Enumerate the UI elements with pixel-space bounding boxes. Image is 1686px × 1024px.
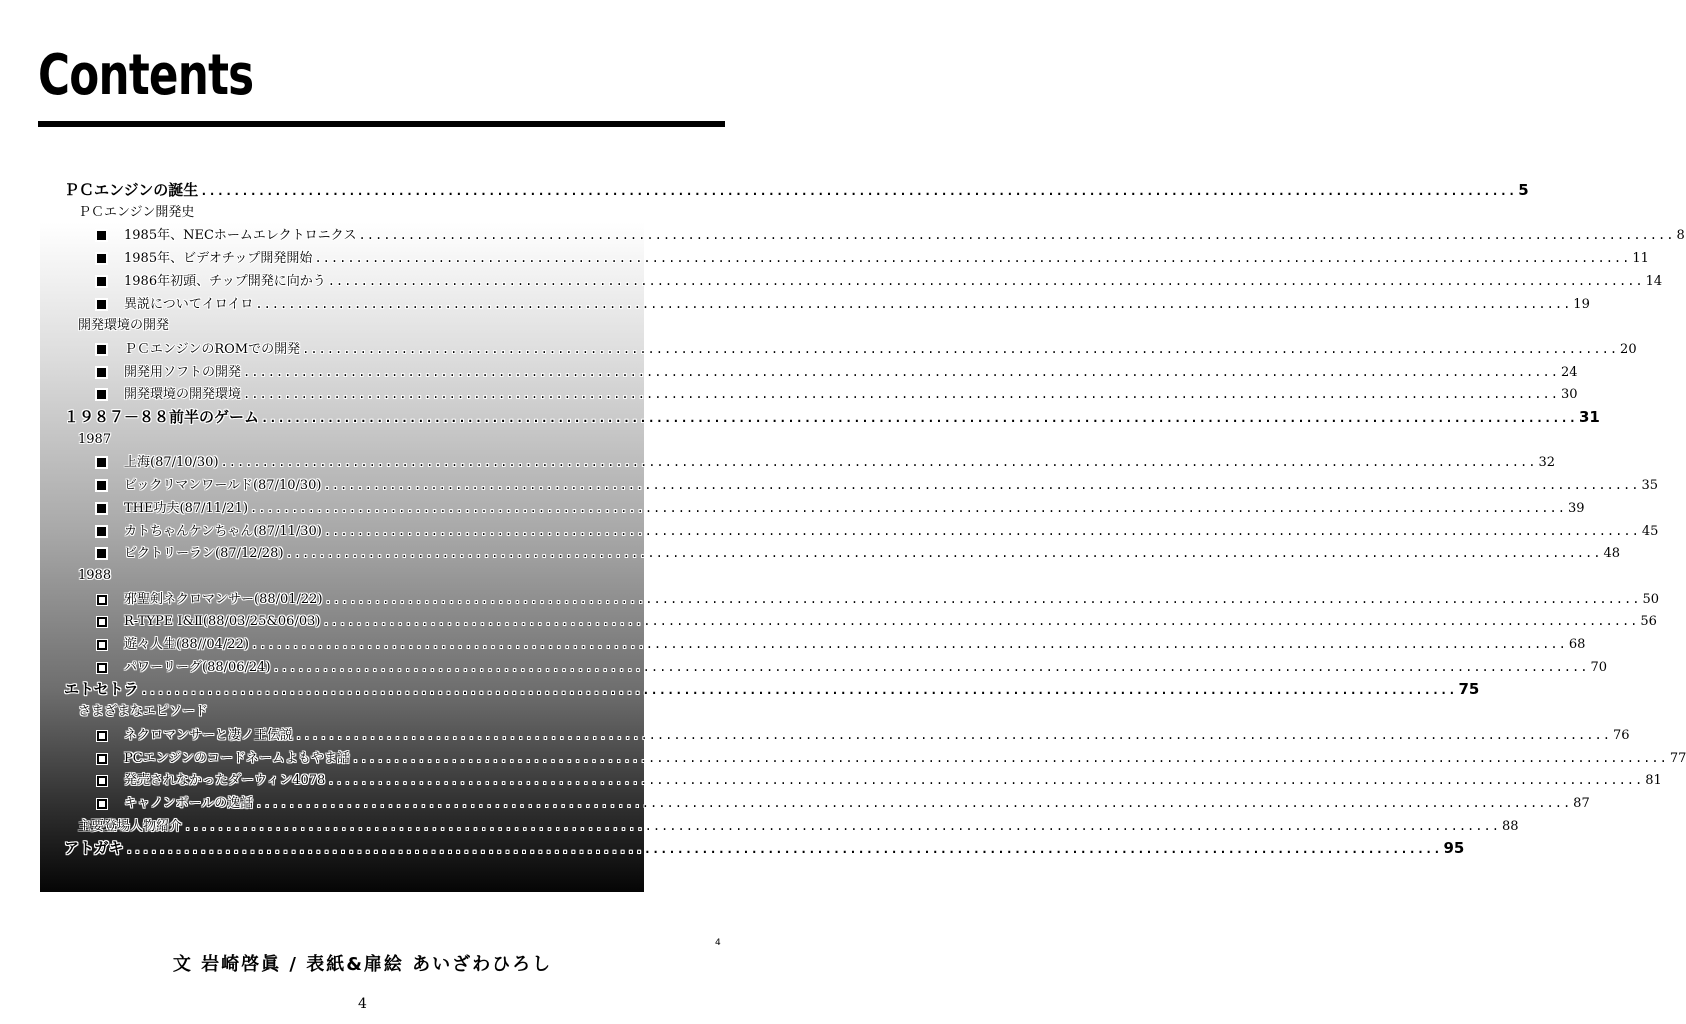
dot-leader: ................................................................................................................................................................ [250, 637, 1567, 651]
toc-entry-title: R-TYPE Ⅰ&Ⅱ(88/03/25&06/03) [124, 614, 321, 629]
toc-entry-page: 48 [1603, 546, 1621, 561]
toc-entry-title: 邪聖剣ネクロマンサー(88/01/22) [124, 592, 323, 607]
toc-entry[interactable] [124, 725, 1630, 746]
toc-entry-title: 1985年、NECホームエレクトロニクス [124, 228, 357, 243]
dot-leader: ................................................................................................................................................................ [243, 365, 1559, 379]
dot-leader: ................................................................................................................................................................ [255, 796, 1572, 810]
filled-square-bullet-icon [97, 368, 106, 377]
toc-entry-title: パワーリーグ(88/06/24) [124, 660, 271, 675]
toc-entry-title: 1988 [78, 568, 112, 583]
toc-entry[interactable] [124, 770, 1662, 791]
dot-leader: ................................................................................................................................................................ [327, 274, 1644, 288]
toc-entry[interactable] [124, 225, 1685, 246]
toc-entry[interactable] [124, 634, 1586, 655]
filled-square-bullet-icon [97, 458, 106, 467]
hollow-square-bullet-icon [97, 663, 107, 673]
toc-entry[interactable] [124, 748, 1686, 769]
filled-square-bullet-icon [97, 277, 106, 286]
toc-entry-page: 87 [1573, 796, 1590, 811]
filled-square-bullet-icon [97, 345, 106, 354]
author-credit: 文 岩崎啓眞 / 表紙&扉絵 あいざわひろし [172, 954, 553, 975]
toc-entry-title: ＰＣエンジンのROMでの開発 [124, 342, 301, 357]
dot-leader: ................................................................................................................................................................ [140, 683, 1457, 697]
toc-entry-page: 56 [1640, 614, 1657, 629]
dot-leader: ................................................................................................................................................................ [184, 819, 1500, 833]
toc-entry[interactable] [124, 248, 1649, 269]
toc-entry[interactable] [124, 589, 1660, 610]
dot-leader: ................................................................................................................................................................ [314, 251, 1631, 265]
filled-square-bullet-icon [97, 549, 106, 558]
toc-entry-page: 35 [1641, 478, 1658, 493]
toc-entry-title: 開発環境の開発環境 [124, 387, 242, 402]
dot-leader: ................................................................................................................................................................ [243, 387, 1559, 401]
toc-entry-title: 上海(87/10/30) [124, 455, 219, 470]
page-title: Contents [38, 43, 254, 108]
toc-entry-page: 45 [1641, 524, 1659, 539]
toc-entry[interactable] [78, 816, 1519, 837]
dot-leader: ................................................................................................................................................................ [322, 614, 1639, 628]
toc-entry-page: 70 [1590, 660, 1608, 675]
dot-leader: ................................................................................................................................................................ [261, 411, 1577, 425]
toc-entry-title: ＰＣエンジンの誕生 [64, 181, 199, 199]
toc-entry-page: 32 [1538, 455, 1556, 470]
toc-entry-title: 発売されなかったダーウィン4078 [124, 773, 326, 788]
toc-entry-title: ＰＣエンジン開発史 [78, 205, 195, 220]
hollow-square-bullet-icon [97, 595, 107, 605]
toc-entry-page: 50 [1642, 592, 1660, 607]
dot-leader: ................................................................................................................................................................ [125, 842, 1442, 856]
toc-entry-page: 11 [1632, 251, 1649, 266]
toc-entry-title: さまざまなエピソード [78, 704, 209, 719]
toc-entry-title: １９８７－８８前半のゲーム [64, 408, 260, 426]
hollow-square-bullet-icon [97, 640, 107, 650]
filled-square-bullet-icon [97, 527, 106, 536]
toc-entry-page: 8 [1676, 228, 1685, 243]
toc-entry-page: 76 [1612, 728, 1630, 743]
hollow-square-bullet-icon [97, 799, 107, 809]
toc-entry-title: 異説についてイロイロ [124, 297, 254, 312]
toc-entry-page: 14 [1645, 274, 1663, 289]
dot-leader: ................................................................................................................................................................ [285, 546, 1602, 560]
toc-entry[interactable] [124, 543, 1621, 564]
filled-square-bullet-icon [97, 300, 106, 309]
toc-entry[interactable] [124, 521, 1659, 542]
toc-entry-title: ビクトリーラン(87/12/28) [124, 546, 284, 561]
toc-entry-title: 1986年初頭、チップ開発に向かう [124, 274, 326, 289]
dot-leader: ................................................................................................................................................................ [250, 501, 1566, 515]
toc-entry-title: カトちゃんケンちゃん(87/11/30) [124, 524, 322, 539]
filled-square-bullet-icon [97, 254, 106, 263]
toc-entry-title: ネクロマンサーと凄ノ王伝説 [124, 728, 294, 743]
toc-entry[interactable] [64, 679, 1480, 700]
toc-entry-title: 主要登場人物紹介 [78, 819, 183, 834]
toc-entry-title: キャノンボールの逸話 [124, 796, 254, 811]
toc-entry-title: 1985年、ビデオチップ開発開始 [124, 251, 313, 266]
toc-entry-page: 75 [1458, 680, 1480, 698]
dot-leader: ................................................................................................................................................................ [220, 455, 1537, 469]
toc-entry[interactable] [78, 566, 111, 586]
toc-entry-title: エトセトラ [64, 680, 139, 698]
toc-entry[interactable] [124, 452, 1556, 473]
dot-leader: ................................................................................................................................................................ [255, 297, 1572, 311]
toc-entry[interactable] [124, 339, 1637, 360]
dot-leader: ................................................................................................................................................................ [323, 524, 1640, 538]
dot-leader: ................................................................................................................................................................ [351, 751, 1668, 765]
dot-leader: ................................................................................................................................................................ [272, 660, 1589, 674]
dot-leader: ................................................................................................................................................................ [295, 728, 1611, 742]
toc-entry-title: 1987 [78, 432, 112, 447]
toc-entry[interactable] [124, 793, 1590, 814]
toc-entry[interactable] [124, 362, 1578, 383]
filled-square-bullet-icon [97, 481, 106, 490]
toc-entry[interactable] [124, 475, 1658, 496]
toc-entry-page: 77 [1669, 751, 1686, 766]
filled-square-bullet-icon [97, 504, 106, 513]
toc-entry-title: THE功夫(87/11/21) [124, 501, 249, 516]
toc-entry-page: 20 [1620, 342, 1637, 357]
toc-entry[interactable] [64, 180, 1529, 201]
hollow-square-bullet-icon [97, 754, 107, 764]
toc-entry-page: 30 [1560, 387, 1578, 402]
hollow-square-bullet-icon [97, 617, 107, 627]
corner-page-number: 4 [715, 938, 721, 948]
toc-entry[interactable] [64, 838, 1465, 859]
toc-entry-page: 5 [1518, 181, 1529, 199]
toc-entry-title: 開発環境の開発 [78, 318, 170, 333]
toc-entry-page: 19 [1573, 297, 1590, 312]
toc-entry-page: 81 [1645, 773, 1662, 788]
dot-leader: ................................................................................................................................................................ [327, 773, 1644, 787]
toc-entry[interactable] [124, 384, 1578, 405]
toc-entry-page: 88 [1501, 819, 1519, 834]
filled-square-bullet-icon [97, 390, 106, 399]
title-rule [38, 121, 725, 127]
toc-entry-page: 95 [1443, 839, 1465, 857]
toc-entry[interactable] [78, 203, 194, 223]
toc-entry-title: 遊々人生(88//04/22) [124, 637, 249, 652]
toc-entry-page: 39 [1567, 501, 1585, 516]
toc-entry[interactable] [124, 294, 1590, 315]
toc-entry[interactable] [78, 702, 208, 722]
toc-entry[interactable] [124, 611, 1657, 632]
toc-entry-title: ビックリマンワールド(87/10/30) [124, 478, 322, 493]
toc-entry-page: 24 [1560, 365, 1578, 380]
dot-leader: ................................................................................................................................................................ [200, 184, 1517, 198]
toc-entry[interactable] [78, 430, 111, 450]
toc-entry-title: PCエンジンのコードネームよもやま話 [124, 751, 350, 766]
toc-entry-page: 31 [1578, 408, 1600, 426]
toc-entry-title: 開発用ソフトの開発 [124, 365, 242, 380]
dot-leader: ................................................................................................................................................................ [358, 228, 1675, 242]
toc-entry[interactable] [124, 271, 1663, 292]
toc-entry-page: 68 [1568, 637, 1586, 652]
toc-entry[interactable] [124, 657, 1608, 678]
toc-entry[interactable] [64, 407, 1600, 428]
toc-entry[interactable] [78, 316, 169, 336]
dot-leader: ................................................................................................................................................................ [302, 342, 1619, 356]
hollow-square-bullet-icon [97, 776, 107, 786]
toc-entry[interactable] [124, 498, 1585, 519]
toc-entry-title: アトガキ [64, 839, 124, 857]
filled-square-bullet-icon [97, 231, 106, 240]
hollow-square-bullet-icon [97, 731, 107, 741]
page-number: 4 [358, 996, 367, 1012]
dot-leader: ................................................................................................................................................................ [324, 592, 1641, 606]
dot-leader: ................................................................................................................................................................ [323, 478, 1640, 492]
